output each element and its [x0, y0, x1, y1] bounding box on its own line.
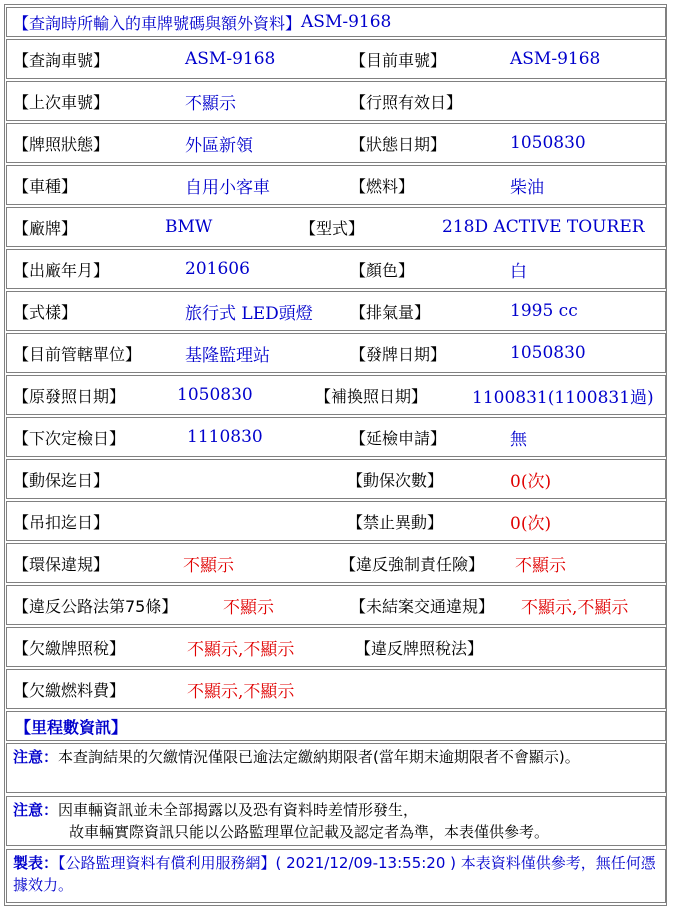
page-title: [13, 8, 391, 36]
field-label: 【行照有效日】: [350, 92, 463, 112]
info-row: [6, 375, 666, 415]
field-label: 【顏色】: [350, 260, 415, 280]
field-value: 不顯示,不顯示: [187, 639, 295, 660]
field-label: 【目前管轄單位】: [13, 344, 142, 364]
field-label: 【環保違規】: [13, 554, 110, 574]
info-row: [6, 123, 666, 163]
field-label: 【動保次數】: [347, 470, 444, 490]
field-label: 【狀態日期】: [350, 134, 447, 154]
info-row: [6, 207, 666, 247]
field-value: 218D ACTIVE TOURER: [442, 217, 645, 237]
info-row: [6, 39, 666, 79]
field-value: 不顯示,不顯示: [187, 681, 295, 702]
info-row: [6, 585, 666, 625]
info-row: [6, 81, 666, 121]
note-3-key: 製表：: [13, 854, 59, 872]
field-value: 201606: [185, 259, 250, 279]
note-3-text: 【公路監理資料有償利用服務網】( 2021/12/09-13:55:20 ) 本表資料僅供參考，無任何憑據效力。: [13, 854, 656, 894]
field-label: 【型式】: [300, 218, 365, 238]
note-2-key: 注意：: [13, 801, 59, 819]
field-value: ASM-9168: [185, 49, 276, 69]
field-value: 1995 cc: [510, 301, 578, 321]
field-label: 【違反牌照稅法】: [355, 638, 484, 658]
field-value: 不顯示: [185, 93, 236, 114]
header-row: [6, 7, 666, 37]
field-label: 【補換照日期】: [315, 386, 428, 406]
field-label: 【車種】: [13, 176, 78, 196]
info-row: [6, 501, 666, 541]
field-label: 【排氣量】: [350, 302, 431, 322]
field-value: 1110830: [187, 427, 263, 447]
mileage-row: [6, 711, 666, 741]
field-label: 【下次定檢日】: [13, 428, 126, 448]
field-label: 【查詢車號】: [13, 50, 110, 70]
field-value: 基隆監理站: [185, 345, 270, 366]
info-row: [6, 333, 666, 373]
field-value: 外區新領: [185, 135, 253, 156]
note-1-text: 本查詢結果的欠繳情況僅限已逾法定繳納期限者(當年期末逾期限者不會顯示)。: [58, 748, 580, 766]
field-label: 【違反公路法第75條】: [13, 596, 178, 616]
note-row-1: [6, 743, 666, 793]
mileage-label: 【里程數資訊】: [15, 717, 128, 737]
field-label: 【廠牌】: [13, 218, 78, 238]
note-2-line1: 因車輛資訊並未全部揭露以及恐有資料時差情形發生，: [58, 801, 419, 819]
field-value: 1050830: [510, 133, 586, 153]
field-value: 1050830: [510, 343, 586, 363]
field-value: 自用小客車: [185, 177, 270, 198]
note-row-3: [6, 849, 666, 903]
field-label: 【禁止異動】: [347, 512, 444, 532]
field-label: 【欠繳牌照稅】: [13, 638, 126, 658]
note-2: [13, 799, 659, 843]
info-row: [6, 165, 666, 205]
field-value: 1050830: [177, 385, 253, 405]
field-label: 【燃料】: [350, 176, 415, 196]
field-label: 【違反強制責任險】: [340, 554, 485, 574]
note-2-line2: 故車輛實際資訊只能以公路監理單位記載及認定者為準，本表僅供參考。: [69, 823, 550, 841]
field-label: 【上次車號】: [13, 92, 110, 112]
field-label: 【牌照狀態】: [13, 134, 110, 154]
field-value: 無: [510, 429, 527, 450]
field-label: 【式樣】: [13, 302, 78, 322]
field-label: 【目前車號】: [350, 50, 447, 70]
field-label: 【延檢申請】: [350, 428, 447, 448]
field-value: 旅行式 LED頭燈: [185, 303, 313, 324]
field-value: 不顯示: [223, 597, 274, 618]
header-plate: ASM-9168: [301, 12, 392, 32]
field-value: BMW: [165, 217, 213, 237]
field-value: 不顯示: [515, 555, 566, 576]
field-value: 白: [510, 261, 527, 282]
field-value: 0(次): [510, 471, 552, 492]
info-row: [6, 627, 666, 667]
field-value: ASM-9168: [510, 49, 601, 69]
field-value: 不顯示: [183, 555, 234, 576]
field-label: 【吊扣迄日】: [13, 512, 110, 532]
field-value: 1100831(1100831過): [472, 387, 654, 408]
info-row: [6, 417, 666, 457]
note-1: [13, 746, 659, 768]
info-row: [6, 249, 666, 289]
field-label: 【發牌日期】: [350, 344, 447, 364]
info-row: [6, 669, 666, 709]
field-value: 柴油: [510, 177, 544, 198]
info-row: [6, 543, 666, 583]
field-value: 0(次): [510, 513, 552, 534]
note-1-key: 注意：: [13, 748, 59, 766]
field-label: 【未結案交通違規】: [350, 596, 495, 616]
field-value: 不顯示,不顯示: [521, 597, 629, 618]
note-row-2: [6, 796, 666, 846]
info-row: [6, 459, 666, 499]
field-label: 【出廠年月】: [13, 260, 110, 280]
note-3: [13, 852, 659, 896]
field-label: 【動保迄日】: [13, 470, 110, 490]
field-label: 【欠繳燃料費】: [13, 680, 126, 700]
info-row: [6, 291, 666, 331]
header-title: 【查詢時所輸入的車牌號碼與額外資料】: [13, 13, 302, 33]
field-label: 【原發照日期】: [13, 386, 126, 406]
